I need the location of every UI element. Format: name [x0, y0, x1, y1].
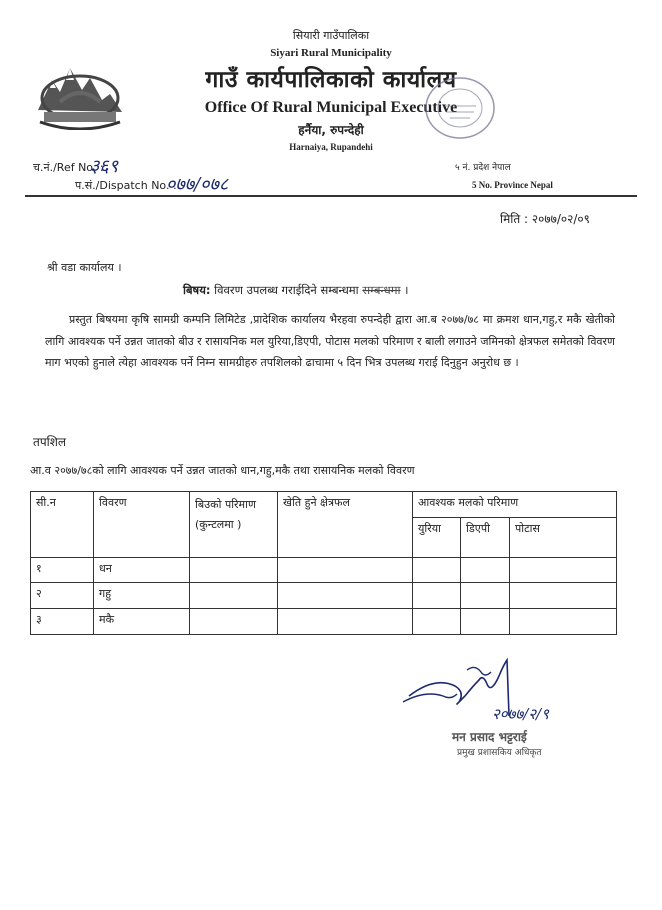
table-row [31, 609, 617, 635]
row-urea-cell [413, 609, 461, 635]
row-desc: मकै [94, 609, 190, 635]
row-area-cell [278, 583, 413, 609]
dispatch-number: ०७७/०७८ [166, 174, 229, 195]
row-dap-cell [461, 609, 510, 635]
signatory-title: प्रमुख प्रशासकिय अधिकृत [457, 748, 542, 758]
table-row [31, 583, 617, 609]
header-seed: बिउको परिमाण (कुन्टलमा ) [190, 492, 278, 558]
row-area-cell [278, 558, 413, 583]
header-area: खेति हुने क्षेत्रफल [278, 492, 413, 558]
row-potash-cell [510, 609, 617, 635]
letter-date: मिति : २०७७/०२/०९ [500, 212, 590, 226]
header-desc: विवरण [94, 492, 190, 558]
province-np: ५ नं. प्रदेश नेपाल [455, 163, 511, 173]
row-seed-cell [190, 583, 278, 609]
header-fertilizer: आवश्यक मलको परिमाण [413, 492, 617, 518]
header-sn: सी.न [31, 492, 94, 558]
row-desc: गहु [94, 583, 190, 609]
subject-line [183, 283, 409, 298]
office-name-en-top: Siyari Rural Municipality [270, 47, 392, 59]
annex-description: आ.व २०७७/७८को लागि आवश्यक पर्ने उन्नत जातको धान,गहु,मकै तथा रासायनिक मलको विवरण [30, 464, 415, 477]
office-title-en: Office Of Rural Municipal Executive [204, 99, 458, 116]
row-potash-cell [510, 558, 617, 583]
office-seal-icon [420, 72, 500, 144]
row-dap-cell [461, 583, 510, 609]
header-dap: डिएपी [461, 518, 510, 558]
annex-title: तपशिल [33, 435, 67, 449]
signatory-name: मन प्रसाद भट्टराई [452, 730, 527, 744]
row-dap-cell [461, 558, 510, 583]
signature-date: २०७७/२/९ [492, 705, 549, 723]
row-urea-cell [413, 558, 461, 583]
row-potash-cell [510, 583, 617, 609]
office-title-np: गाउँ कार्यपालिकाको कार्यालय [205, 67, 457, 93]
addressee: श्री वडा कार्यालय । [47, 261, 122, 274]
requirements-table [30, 491, 617, 635]
header-potash: पोटास [510, 518, 617, 558]
address-np: हर्नैया, रुपन्देही [298, 123, 364, 137]
row-area-cell [278, 609, 413, 635]
row-seed-cell [190, 558, 278, 583]
body-paragraph [45, 309, 615, 374]
subject-label: बिषय: [183, 283, 211, 297]
row-seed-cell [190, 609, 278, 635]
address-en: Harnaiya, Rupandehi [289, 142, 373, 152]
row-desc: धन [94, 558, 190, 583]
subject-text: विवरण उपलब्ध गराईदिने सम्बन्धमा [214, 283, 359, 297]
row-sn: २ [31, 583, 94, 609]
dispatch-label: प.सं./Dispatch No. : [75, 179, 177, 192]
province-en: 5 No. Province Nepal [472, 180, 553, 190]
office-name-np-top: सियारी गाउँपालिका [292, 29, 370, 42]
header-divider [25, 195, 637, 197]
header-urea: युरिया [413, 518, 461, 558]
table-row [31, 558, 617, 583]
ref-label: च.नं./Ref No. : [33, 161, 104, 174]
row-sn: १ [31, 558, 94, 583]
subject-struck-text: सम्बन्धमा [362, 283, 401, 297]
body-text: प्रस्तुत बिषयमा कृषि सामग्री कम्पनि लिमिटेड ,प्रादेशिक कार्यालय भैरहवा रुपन्देही द्वारा आ.ब २०७७/७८ मा क्रमश धान,गहु,र मकै खेतीको लागि आवश्यक पर्ने उन्नत जातको बीउ र रासायनिक मल युरिया,डिएपी, पोटास मलको परिमाण र बाली लगाउने जमिनको क्षेत्रफल समेतको विवरण माग भएको हुनाले त्येहा आवश्यक पर्ने निम्न सामग्रीहरु तपशिलको ढाचामा ५ दिन भित्र उपलब्ध गराई दिनुहुन अनुरोध छ । [45, 313, 615, 369]
row-urea-cell [413, 583, 461, 609]
row-sn: ३ [31, 609, 94, 635]
ref-number: ३६९ [90, 156, 119, 177]
subject-end: । [404, 283, 409, 297]
